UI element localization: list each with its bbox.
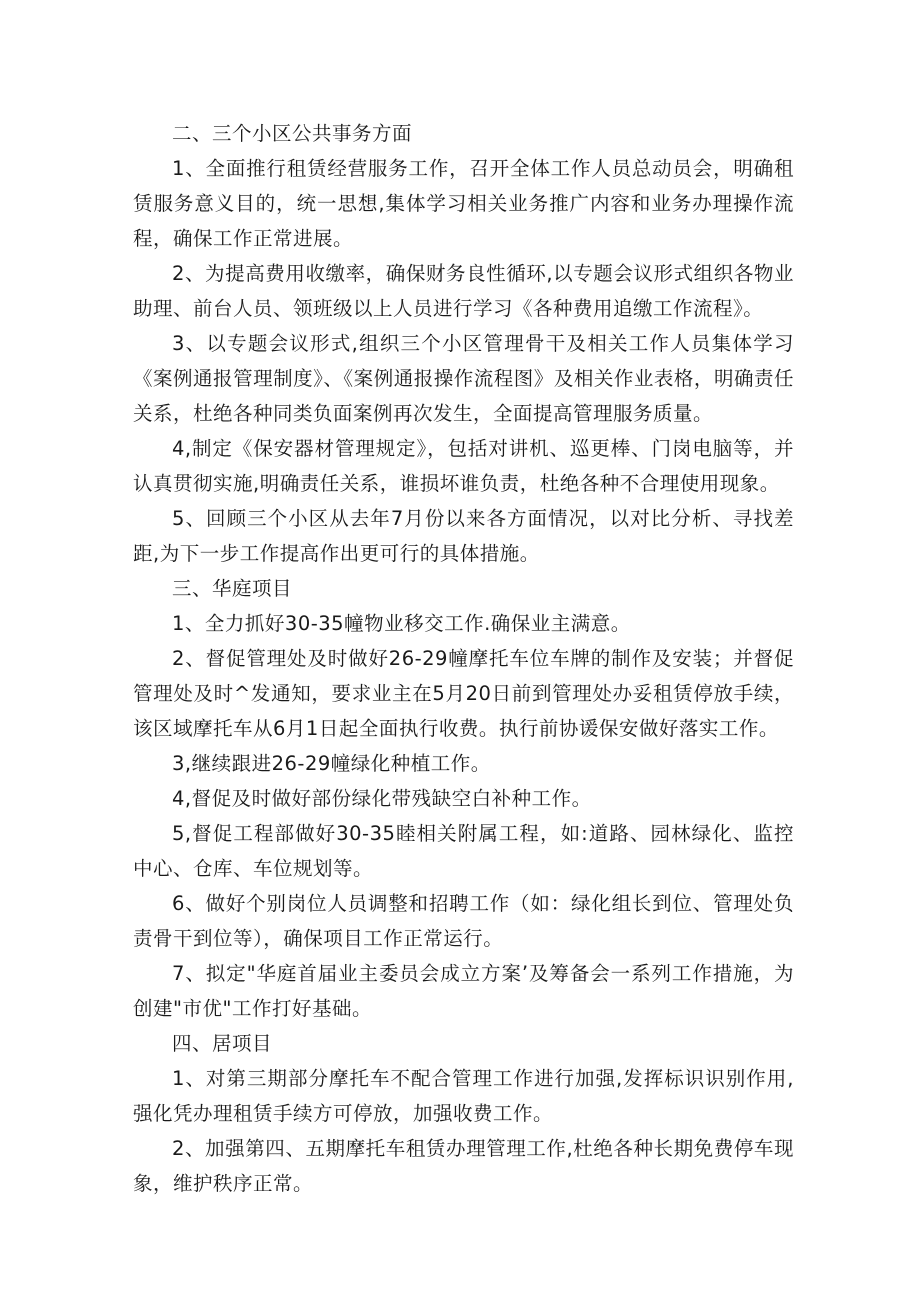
section-heading: 二、三个小区公共事务方面 [172, 122, 413, 145]
paragraph: 4,制定《保安器材管理规定》，包括对讲机、巡更棒、门岗电脑等，并认真贯彻实施,明确责任关系，谁损坏谁负责，杜绝各种不合理使用现象。 [133, 437, 794, 495]
section-heading: 四、居项目 [172, 1032, 273, 1055]
section-heading: 三、华庭项目 [172, 577, 293, 600]
paragraph: 2、加强第四、五期摩托车租赁办理管理工作,杜绝各种长期免费停车现象，维护秩序正常。 [133, 1137, 794, 1195]
paragraph: 5、回顾三个小区从去年7月份以来各方面情况，以对比分析、寻找差距,为下一步工作提高作出更可行的具体措施。 [133, 507, 794, 565]
paragraph: 1、全面推行租赁经营服务工作，召开全体工作人员总动员会，明确租赁服务意义目的，统一思想,集体学习相关业务推广内容和业务办理操作流程，确保工作正常进展。 [133, 157, 794, 250]
paragraph: 3、以专题会议形式,组织三个小区管理骨干及相关工作人员集体学习《案例通报管理制度》、《案例通报操作流程图》及相关作业表格，明确责任关系，杜绝各种同类负面案例再次发生，全面提高管理服务质量。 [133, 332, 794, 425]
paragraph: 1、全力抓好30-35幢物业移交工作.确保业主满意。 [172, 612, 631, 635]
paragraph: 4,督促及时做好部份绿化带残缺空白补种工作。 [172, 787, 592, 810]
paragraph: 2、督促管理处及时做好26-29幢摩托车位车牌的制作及安装；并督促管理处及时^发通知，要求业主在5月20日前到管理处办妥租赁停放手续，该区域摩托车从6月1日起全面执行收费。执行前协谖保安做好落实工作。 [133, 647, 794, 740]
paragraph: 7、拟定"华庭首届业主委员会成立方案’及筹备会一系列工作措施，为创建"市优"工作打好基础。 [133, 962, 794, 1020]
paragraph: 6、做好个别岗位人员调整和招聘工作（如：绿化组长到位、管理处负责骨干到位等），确保项目工作正常运行。 [133, 892, 794, 950]
paragraph: 3,继续跟进26-29幢绿化种植工作。 [172, 752, 491, 775]
paragraph: 1、对第三期部分摩托车不配合管理工作进行加强,发挥标识识别作用,强化凭办理租赁手续方可停放，加强收费工作。 [133, 1067, 794, 1125]
paragraph: 5,督促工程部做好30-35睦相关附属工程，如:道路、园林绿化、监控中心、仓库、车位规划等。 [133, 822, 794, 880]
paragraph: 2、为提高费用收缴率，确保财务良性循环,以专题会议形式组织各物业助理、前台人员、领班级以上人员进行学习《各种费用追缴工作流程》。 [133, 262, 794, 320]
